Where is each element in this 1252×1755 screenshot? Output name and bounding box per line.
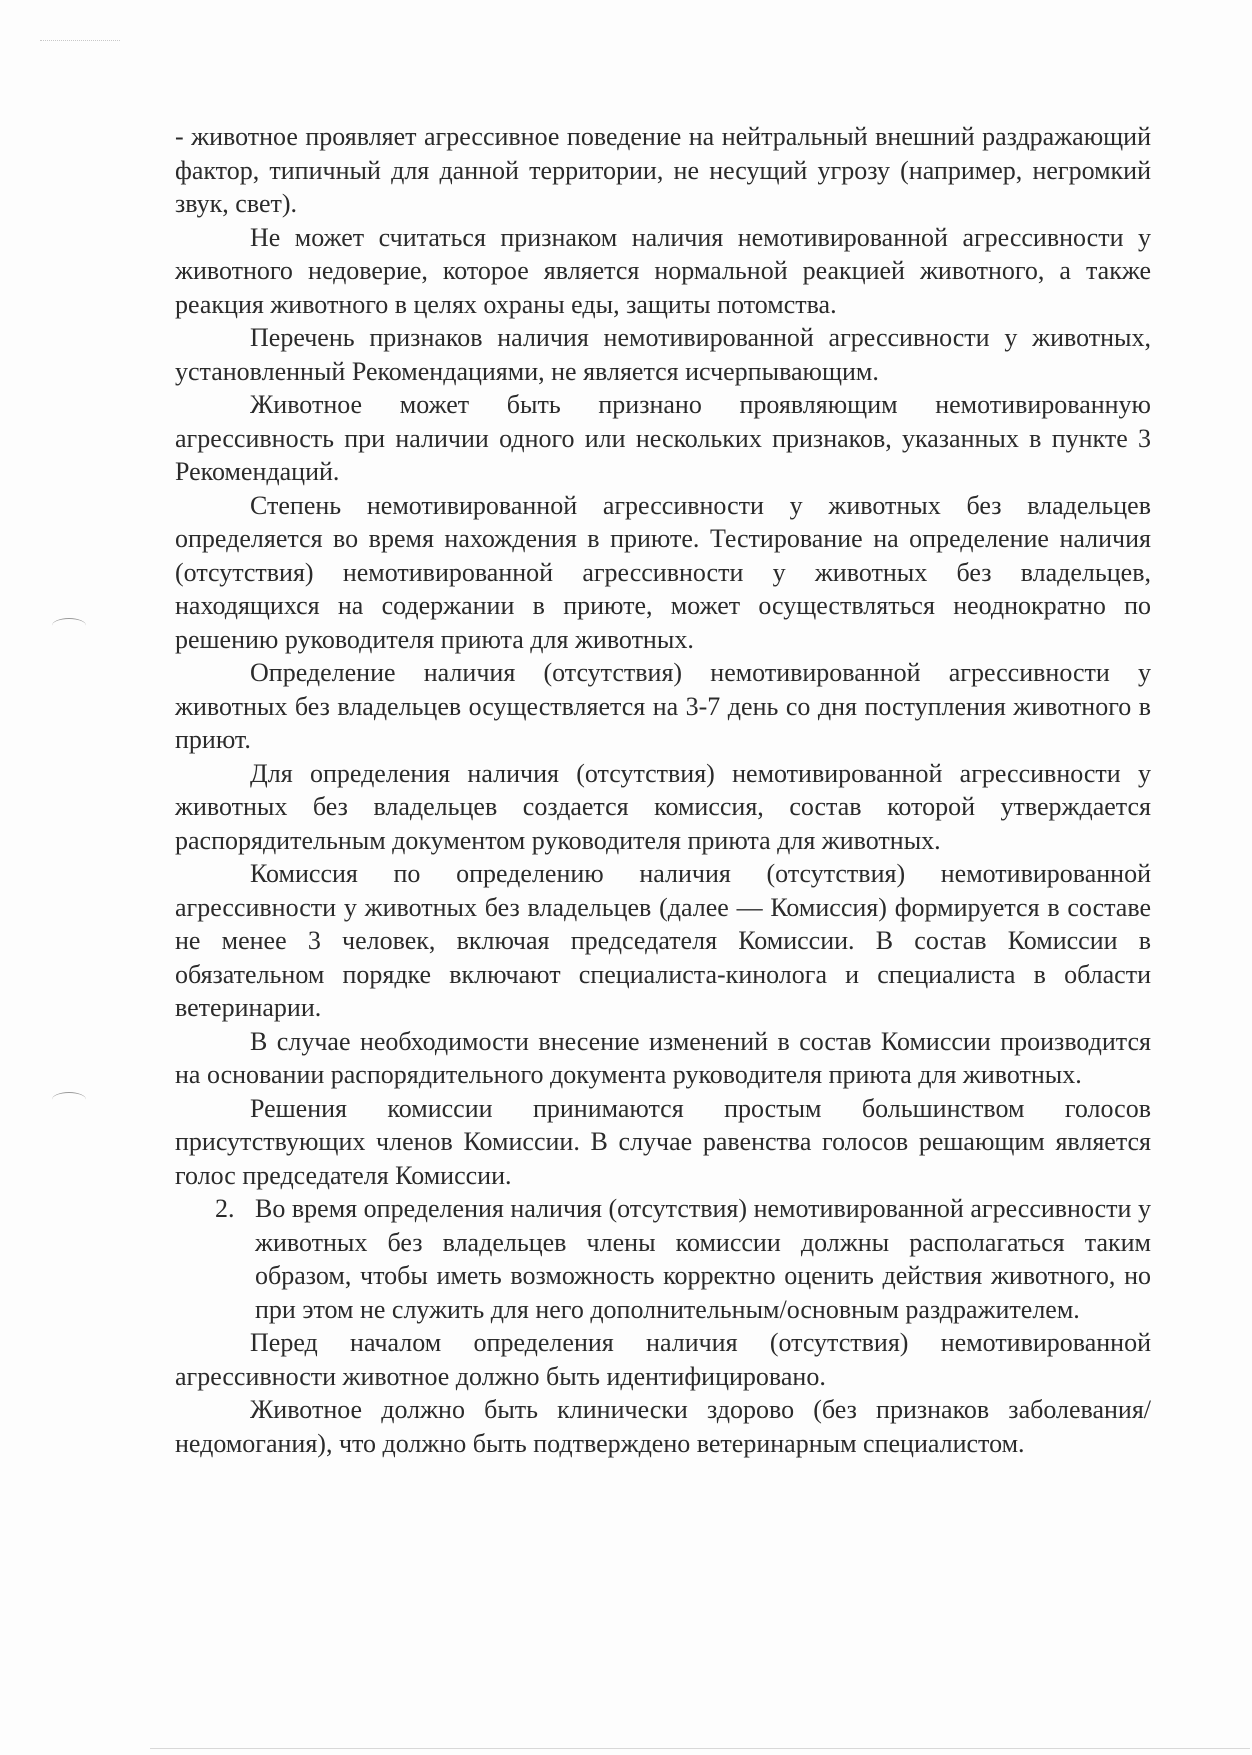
paragraph: Животное должно быть клинически здорово (без признаков заболевания/недомогания), что должно быть подтверждено ветеринарным специалистом. xyxy=(175,1395,1151,1458)
document-body xyxy=(175,120,1151,1460)
paragraph: Не может считаться признаком наличия немотивированной агрессивности у животного недоверие, которое является нормальной реакцией животного, а также реакция животного в целях охраны еды, защиты потомства. xyxy=(175,222,1151,319)
punch-hole-mark xyxy=(52,1092,86,1107)
item-number: 2. xyxy=(215,1194,235,1223)
paragraph: - животное проявляет агрессивное поведение на нейтральный внешний раздражающий фактор, типичный для данной территории, не несущий угрозу (например, негромкий звук, свет). xyxy=(175,122,1151,218)
paragraph: Определение наличия (отсутствия) немотивированной агрессивности у животных без владельцев осуществляется на 3-7 день со дня поступления животного в приют. xyxy=(175,658,1151,754)
page-edge-line xyxy=(150,1748,1250,1749)
paragraph: Степень немотивированной агрессивности у животных без владельцев определяется во время нахождения в приюте. Тестирование на определение наличия (отсутствия) немотивированной агрессивности у животных без владельцев, находящихся на содержании в приюте, может осуществляться неоднократно по решению руководителя приюта для животных. xyxy=(175,490,1151,654)
scan-artifact xyxy=(40,40,120,47)
numbered-item-2 xyxy=(215,1192,1151,1326)
punch-hole-mark xyxy=(52,618,86,633)
item-text: Во время определения наличия (отсутствия) немотивированной агрессивности у животных без владельцев члены комиссии должны располагаться таким образом, чтобы иметь возможность корректно оценить действия животного, но при этом не служить для него дополнительным/основным раздражителем. xyxy=(255,1194,1151,1324)
paragraph: В случае необходимости внесение изменений в состав Комиссии производится на основании распорядительного документа руководителя приюта для животных. xyxy=(175,1026,1151,1089)
paragraph: Решения комиссии принимаются простым большинством голосов присутствующих членов Комиссии. В случае равенства голосов решающим является голос председателя Комиссии. xyxy=(175,1093,1151,1190)
paragraph: Животное может быть признано проявляющим немотивированную агрессивность при наличии одного или нескольких признаков, указанных в пункте 3 Рекомендаций. xyxy=(175,390,1151,486)
paragraph: Для определения наличия (отсутствия) немотивированной агрессивности у животных без владельцев создается комиссия, состав которой утверждается распорядительным документом руководителя приюта для животных. xyxy=(175,758,1151,855)
paragraph: Перед началом определения наличия (отсутствия) немотивированной агрессивности животное должно быть идентифицировано. xyxy=(175,1328,1151,1391)
paragraph: Перечень признаков наличия немотивированной агрессивности у животных, установленный Рекомендациями, не является исчерпывающим. xyxy=(175,323,1151,386)
paragraph: Комиссия по определению наличия (отсутствия) немотивированной агрессивности у животных без владельцев (далее — Комиссия) формируется в составе не менее 3 человек, включая председателя Комиссии. В состав Комиссии в обязательном порядке включают специалиста-кинолога и специалиста в области ветеринарии. xyxy=(175,859,1151,1022)
